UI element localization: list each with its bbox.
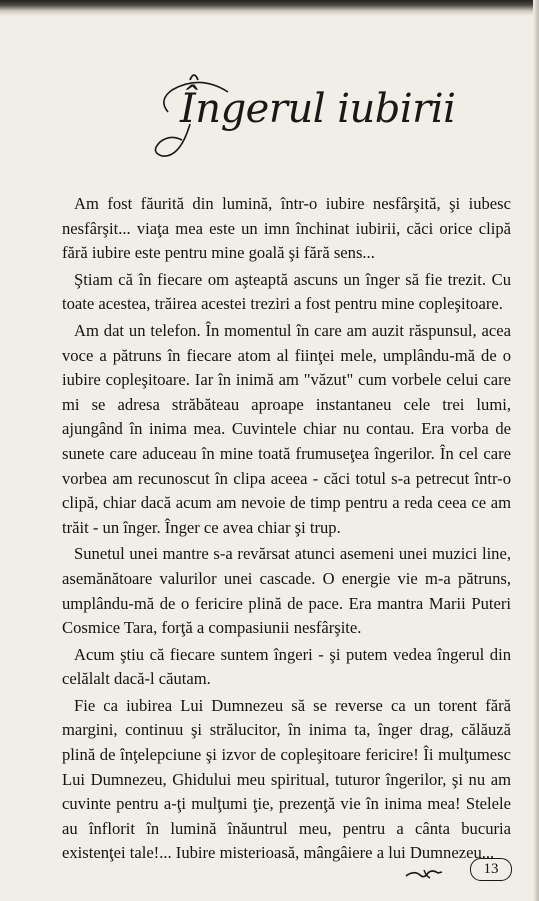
page-number: 13 [470,858,512,881]
ornament-icon [404,867,444,881]
paragraph: Fie ca iubirea Lui Dumnezeu să se reverse ca un torent fără margini, continuu şi strălucitor, în inima ta, înger drag, călăuză plină de înţelepciune şi izvor de copleşitoare fericire! Îi mulţumesc Lui Dumnezeu, Ghidului meu spiritual, tuturor îngerilor, şi nu am cuvinte pentru a-ţi mulţumi ţie, prezenţă vie în inima mea! Stelele au înflorit în lumină înăuntrul meu, pentru a cânta bucuria existenţei tale!... Iubire misterioasă, mângâiere a lui Dumnezeu... [62,695,511,863]
page-right-edge [533,0,539,901]
paragraph: Ştiam că în fiecare om aşteaptă ascuns un înger să fie trezit. Cu toate acestea, trăirea acestei treziri a fost pentru mine copleşitoare. [62,269,511,314]
chapter-title [150,60,456,170]
paragraph: Am fost făurită din lumină, într-o iubire nesfârşită, şi iubesc nesfârşit... viaţa mea este un imn închinat iubirii, căci orice clipă fără iubire este pentru mine goală şi fără sens... [62,194,511,263]
paragraph: Acum ştiu că fiecare suntem îngeri - şi putem vedea îngerul din celălalt dacă-l căutam. [62,644,511,689]
paragraph: Sunetul unei mantre s-a revărsat atunci asemeni unei muzici line, asemănătoare valurilor unei cascade. O energie vie m-a pătruns, umplându-mă de o fericire plină de pace. Era mantra Marii Puteri Cosmice Tara, forţă a compasiunii nesfârşite. [62,544,511,638]
chapter-title-text: Îngerul iubirii [180,86,456,132]
page-top-edge [0,0,539,16]
paragraph: Am dat un telefon. În momentul în care am auzit răspunsul, acea voce a pătruns în fiecare atom al fiinţei mele, umplându-mă de o iubire copleşitoare. Iar în inimă am "văzut" cum vorbele celui care mi se adresa străbăteau aproape instantaneu cele trei lumi, ajungând în inima mea. Cuvintele chiar nu contau. Era vorba de sunete care aduceau în mine toată frumuseţea îngerilor. În cel care vorbea am recunoscut în clipa aceea - căci totul s-a petrecut într-o clipă, chiar dacă acum am nevoie de timp pentru a reda ceea ce am trăit - un înger. Înger ce avea chiar şi trup. [62,320,511,537]
body-text [62,192,511,868]
